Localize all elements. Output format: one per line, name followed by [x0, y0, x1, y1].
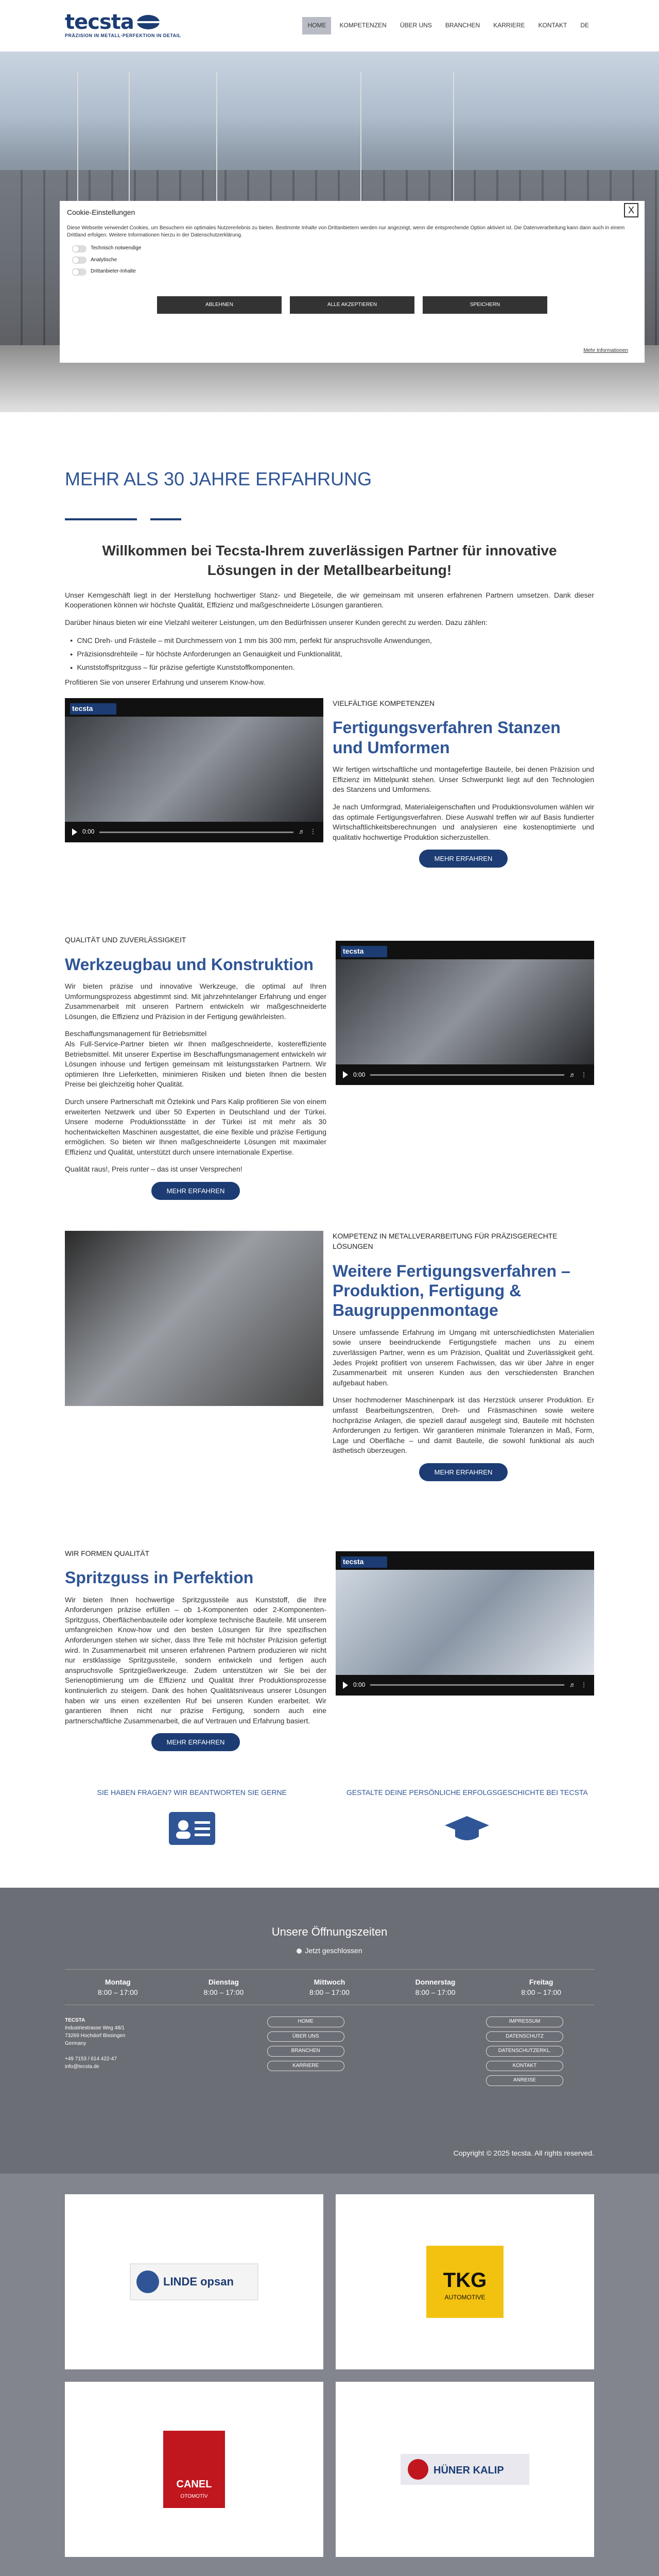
list-item: ● Kunststoffspritzguss – für präzise gefertigte Kunststoffkomponenten.: [70, 662, 594, 672]
block-werkzeugbau: [0, 935, 659, 1200]
contact-card-icon[interactable]: [169, 1810, 215, 1846]
video-logo: tecsta: [70, 703, 116, 715]
nav-branchen[interactable]: BRANCHEN: [445, 22, 480, 29]
block-paragraph: Beschaffungsmanagement für Betriebsmittel Als Full-Service-Partner bieten wir Ihnen maßgeschneiderte, kostereffiziente Betriebsmittel. Mit unserer Expertise im Beschaffungsmanagement entwickeln wir Lösungen inhouse und fertigen gemeinsam mit leistungsstarken Partnern. Wir optimieren Ihre Lieferketten, minimieren Risiken und bieten Ihnen die besten Preise bei gleichzeitig hoher Qualität.: [65, 1029, 326, 1089]
cookie-text: Diese Webseite verwendet Cookies, um Besuchern ein optimales Nutzererlebnis zu bieten. Bestimmte Inhalte von Drittanbietern werden nur angezeigt, wenn die entsprechende Option aktiviert ist. Die Datenverarbeitung kann dann auch in einem Drittland erfolgen. Weitere Informationen hierzu in der Datenschutzerklärung.: [67, 225, 625, 238]
partner-tkg[interactable]: [336, 2194, 594, 2369]
video-time: 0:00: [353, 1071, 366, 1078]
toggle-switch[interactable]: [72, 268, 86, 276]
block-heading: Weitere Fertigungsverfahren – Produktion, Fertigung & Baugruppenmontage: [333, 1261, 570, 1320]
hours-day: Mittwoch 8:00 – 17:00: [309, 1977, 350, 1997]
play-icon[interactable]: [343, 1071, 348, 1078]
video-progress[interactable]: [370, 1074, 564, 1076]
block-heading: Spritzguss in Perfektion: [65, 1568, 254, 1587]
nav-language[interactable]: DE: [580, 22, 589, 29]
block-paragraph: Wir fertigen wirtschaftliche und montagefertige Bauteile, bei denen Präzision und Effizienz im Mittelpunkt stehen. Unser Schwerpunkt liegt auf den Technologien des Stanzens und Umformens.: [333, 765, 594, 794]
option-label: Technisch notwendige: [91, 245, 142, 251]
intro-paragraph: Unser Kerngeschäft liegt in der Herstellung hochwertiger Stanz- und Biegeteile, die wir gemeinsam mit unseren erfahrenen Partnern umsetzen. Dank dieser Kooperationen können wir höchste Qualität, Effizienz und maßgeschneiderte Lösungen garantieren.: [65, 590, 594, 609]
footer-link-kontakt[interactable]: KONTAKT: [486, 2061, 563, 2072]
feature-list: [70, 635, 594, 673]
more-button[interactable]: MEHR ERFAHREN: [151, 1733, 240, 1751]
svg-text:HÜNER KALIP: HÜNER KALIP: [433, 2465, 504, 2477]
footer: [0, 1888, 659, 2174]
accept-all-button[interactable]: ALLE AKZEPTIEREN: [290, 296, 414, 314]
partner-grid: [65, 2194, 594, 2557]
intro-section: [0, 466, 659, 688]
cookie-option-third-party[interactable]: [72, 268, 637, 276]
volume-icon[interactable]: ♬: [569, 1681, 576, 1689]
video-player[interactable]: [336, 1551, 594, 1696]
intro-paragraph: Profitieren Sie von unserer Erfahrung und unserem Know-how.: [65, 678, 266, 687]
nav-kontakt[interactable]: KONTAKT: [538, 22, 567, 29]
site-header: [0, 0, 659, 52]
block-kicker: VIELFÄLTIGE KOMPETENZEN: [333, 699, 435, 708]
footer-link-branchen[interactable]: BRANCHEN: [267, 2046, 344, 2057]
contact-row: [0, 1787, 659, 1846]
cookie-buttons: [67, 296, 637, 314]
contact-career[interactable]: [340, 1787, 594, 1846]
main-nav: [302, 17, 594, 34]
production-image: [65, 1231, 323, 1406]
video-controls: [336, 1675, 594, 1696]
logo-wordmark: tecsta: [65, 10, 134, 35]
option-label: Drittanbieter-Inhalte: [91, 268, 136, 275]
partner-canel[interactable]: [65, 2382, 323, 2557]
title-underline: [65, 493, 594, 520]
contact-career-label: GESTALTE DEINE PERSÖNLICHE ERFOLGSGESCHICHTE BEI TECSTA: [346, 1788, 588, 1797]
cookie-title: Cookie-Einstellungen: [67, 208, 135, 216]
footer-link-karriere[interactable]: KARRIERE: [267, 2061, 344, 2072]
footer-link-datenschutzerkl[interactable]: DATENSCHUTZERKL.: [486, 2046, 563, 2057]
graduation-cap-icon[interactable]: [444, 1810, 490, 1846]
block-kicker: KOMPETENZ IN METALLVERARBEITUNG FÜR PRÄZISGERECHTE LÖSUNGEN: [333, 1232, 558, 1251]
block-paragraph: Unsere umfassende Erfahrung im Umgang mit unterschiedlichsten Materialien sowie unsere beeindruckende Fertigungstiefe machen uns zu einem zuverlässigen Partner, wenn es um Präzision, Qualität und Zuverlässigkeit geht. Jedes Projekt profitiert von unserem Fachwissen, das wir über Jahre in enger Zusammenarbeit mit unseren Kunden aus den verschiedensten Branchen aufgebaut haben.: [333, 1328, 594, 1387]
cookie-option-analytics[interactable]: [72, 257, 637, 264]
block-spritzguss: [0, 1548, 659, 1751]
block-heading: Werkzeugbau und Konstruktion: [65, 955, 314, 974]
video-time: 0:00: [82, 828, 95, 836]
list-item: ● Präzisionsdrehteile – für höchste Anforderungen an Genauigkeit und Funktionalität,: [70, 649, 594, 659]
nav-karriere[interactable]: KARRIERE: [493, 22, 525, 29]
video-logo: tecsta: [341, 946, 387, 957]
footer-link-datenschutz[interactable]: DATENSCHUTZ: [486, 2031, 563, 2042]
block-kicker: QUALITÄT UND ZUVERLÄSSIGKEIT: [65, 936, 186, 944]
block-kicker: WIR FORMEN QUALITÄT: [65, 1549, 150, 1557]
nav-home[interactable]: HOME: [302, 17, 331, 34]
block-paragraph: Unser hochmoderner Maschinenpark ist das Herzstück unserer Produktion. Er umfasst Bearbeitungszentren, Dreh- und Fräsmaschinen sowie weitere hochpräzise Anlagen, die speziell darauf ausgelegt sind, Bauteile mit höchsten Anforderungen zu fertigen. Wir garantieren minimale Toleranzen in Maß, Form, Lage und Oberfläche – und damit Bauteile, die sowohl funktional als auch ästhetisch überzeugen.: [333, 1396, 594, 1455]
footer-links-main: [267, 2016, 344, 2086]
play-icon[interactable]: [72, 828, 77, 836]
svg-text:OTOMOTİV: OTOMOTİV: [180, 2494, 208, 2500]
block-paragraph: Wir bieten präzise und innovative Werkzeuge, die optimal auf Ihren Umformungsprozess abgestimmt sind. Mit jahrzehntelanger Erfahrung und enger Zusammenarbeit mit unseren Partnern entwickeln wir maßgeschneiderte Lösungen, die Effizienz und Präzision in der Fertigung gewährleisten.: [65, 981, 326, 1021]
reject-button[interactable]: ABLEHNEN: [157, 296, 282, 314]
volume-icon[interactable]: ♬: [569, 1071, 576, 1078]
block-fertigung: [0, 1231, 659, 1481]
footer-links-legal: [486, 2016, 563, 2086]
save-button[interactable]: SPEICHERN: [423, 296, 547, 314]
more-button[interactable]: MEHR ERFAHREN: [151, 1182, 240, 1200]
block-paragraph: Wir bieten Ihnen hochwertige Spritzgussteile aus Kunststoff, die Ihre Anforderungen präzise erfüllen – ob 1-Komponenten oder 2-Komponenten-Spritzguss, Oberflächenbauteile oder komplexe technische Bauteile. Mit unserem umfangreichen Know-how und den besten Lösungen für Ihre spezifischen Anforderungen stehen wir sicher, dass Ihre Teile mit höchster Präzision gefertigt wird. In Zusammenarbeit mit unseren erfahrenen Partnern produzieren wir nicht nur erstklassige Spritzgussteile, sondern entwickeln und fertigen auch anspruchsvolle Spritzgießwerkzeuge. Zudem unterstützen wir Sie bei der Serienoptimierung um die Effizienz und Qualität Ihrer Produktionsprozesse kontinuierlich zu steigern. Dank des hohen Qualitätsniveaus unserer Lösungen haben wir uns einen exzellenten Ruf bei unseren Kunden erarbeitet. Wir garantieren Ihnen nicht nur präzise Fertigung, sondern auch eine partnerschaftliche Zusammenarbeit, die auf Vertrauen und Erfahrung basiert.: [65, 1595, 326, 1725]
video-controls: [65, 822, 323, 842]
option-label: Analytische: [91, 257, 117, 263]
close-icon[interactable]: X: [624, 203, 638, 217]
more-icon[interactable]: ⋮: [310, 828, 316, 836]
video-progress[interactable]: [370, 1684, 564, 1686]
cookie-dialog: [60, 201, 645, 363]
volume-icon[interactable]: ♬: [299, 828, 305, 836]
svg-text:LINDE opsan: LINDE opsan: [163, 2275, 234, 2289]
footer-link-home[interactable]: HOME: [267, 2016, 344, 2027]
video-thumbnail: [65, 717, 323, 822]
hours-day: Freitag 8:00 – 17:00: [521, 1977, 562, 1997]
footer-link-impressum[interactable]: IMPRESSUM: [486, 2016, 563, 2027]
video-time: 0:00: [353, 1681, 366, 1689]
block-paragraph: Durch unsere Partnerschaft mit Öztekink und Pars Kalip profitieren Sie von einem erweiterten Netzwerk und über 50 Experten in Deutschland und der Türkei. Unsere moderne Produktionsstätte in der Türkei ist mit mehr als 30 hochentwickelten Maschinen ausgestattet, die eine flexible und präzise Fertigung ermöglichen. So bieten wir Ihnen maßgeschneiderte Lösungen mit maximaler Effizienz und Qualität, unterstützt durch unsere internationale Expertise.: [65, 1097, 326, 1156]
opening-hours-title: Unsere Öffnungszeiten: [271, 1925, 388, 1938]
svg-text:AUTOMOTIVE: AUTOMOTIVE: [444, 2294, 485, 2301]
block-heading: Fertigungsverfahren Stanzen und Umformen: [333, 718, 561, 757]
toggle-switch[interactable]: [72, 245, 86, 252]
block-text: [333, 698, 594, 868]
hours-day: Donnerstag 8:00 – 17:00: [415, 1977, 456, 1997]
nav-ueber-uns[interactable]: ÜBER UNS: [400, 22, 432, 29]
partner-section: [0, 2174, 659, 2576]
status-dot-icon: [297, 1948, 302, 1954]
intro-paragraph: Darüber hinaus bieten wir eine Vielzahl weiterer Leistungen, um den Bedürfnissen unserer Kunden gerecht zu werden. Dazu zählen:: [65, 618, 488, 626]
logo-emblem-icon: [137, 15, 160, 29]
toggle-switch[interactable]: [72, 257, 86, 264]
status-text: Jetzt geschlossen: [305, 1946, 362, 1955]
nav-kompetenzen[interactable]: KOMPETENZEN: [339, 22, 387, 29]
block-paragraph: Qualität raus!, Preis runter – das ist unser Versprechen!: [65, 1165, 242, 1174]
video-player[interactable]: [65, 698, 323, 842]
footer-link-anreise[interactable]: ANREISE: [486, 2075, 563, 2086]
hero-image: [0, 52, 659, 412]
play-icon[interactable]: [343, 1682, 348, 1689]
svg-text:CANEL: CANEL: [176, 2479, 212, 2490]
more-icon[interactable]: ⋮: [581, 1681, 587, 1689]
hours-table: [65, 1969, 594, 2006]
address-block: TECSTA Industriestrasse Weg 48/1 73269 Hochdorf Bissingen Germany +49 7153 / 614 422-47 info@tecsta.de: [65, 2018, 126, 2070]
logo-tagline: PRÄZISION IN METALL·PERFEKTION IN DETAIL: [65, 33, 181, 39]
video-progress[interactable]: [99, 832, 293, 833]
video-thumbnail: [336, 959, 594, 1064]
cookie-option-necessary[interactable]: [72, 245, 637, 252]
page-title: MEHR ALS 30 JAHRE ERFAHRUNG: [65, 468, 372, 489]
more-icon[interactable]: ⋮: [581, 1071, 587, 1078]
block-stanzen: [0, 698, 659, 868]
contact-questions[interactable]: [65, 1787, 319, 1846]
welcome-heading: Willkommen bei Tecsta-Ihrem zuverlässigen Partner für innovative Lösungen in der Metallbearbeitung!: [102, 543, 557, 578]
tecsta-logo[interactable]: [65, 12, 181, 39]
copyright: Copyright © 2025 tecsta. All rights reserved.: [453, 2148, 594, 2157]
status-badge: [65, 1945, 594, 1956]
more-button[interactable]: MEHR ERFAHREN: [419, 1463, 508, 1481]
partner-linde-opsan[interactable]: [65, 2194, 323, 2369]
hours-day: Dienstag 8:00 – 17:00: [203, 1977, 244, 1997]
more-info-link[interactable]: Mehr Informationen: [583, 347, 628, 353]
video-logo: tecsta: [341, 1556, 387, 1568]
video-player[interactable]: [336, 941, 594, 1085]
block-text: [333, 1231, 594, 1481]
more-button[interactable]: MEHR ERFAHREN: [419, 850, 508, 868]
hours-day: Montag 8:00 – 17:00: [97, 1977, 138, 1997]
partner-huener-kalip[interactable]: [336, 2382, 594, 2557]
video-thumbnail: [336, 1570, 594, 1675]
block-paragraph: Je nach Umformgrad, Materialeigenschaften und Produktionsvolumen wählen wir das optimale Fertigungsverfahren. Diese Auswahl treffen wir auf Basis fundierter Wirtschaftlichkeitsberechnungen und analysieren eine kostenoptimierte und qualitativ hochwertige Produktion sicherzustellen.: [333, 802, 594, 841]
svg-text:TKG: TKG: [443, 2269, 487, 2292]
list-item: ● CNC Dreh- und Frästeile – mit Durchmessern von 1 mm bis 300 mm, perfekt für anspruchsvolle Anwendungen,: [70, 635, 594, 646]
video-controls: [336, 1064, 594, 1085]
contact-questions-label: SIE HABEN FRAGEN? WIR BEANTWORTEN SIE GERNE: [97, 1788, 287, 1797]
footer-columns: [65, 2016, 594, 2086]
block-text: [65, 935, 326, 1200]
footer-link-ueber-uns[interactable]: ÜBER UNS: [267, 2031, 344, 2042]
block-text: [65, 1548, 326, 1751]
